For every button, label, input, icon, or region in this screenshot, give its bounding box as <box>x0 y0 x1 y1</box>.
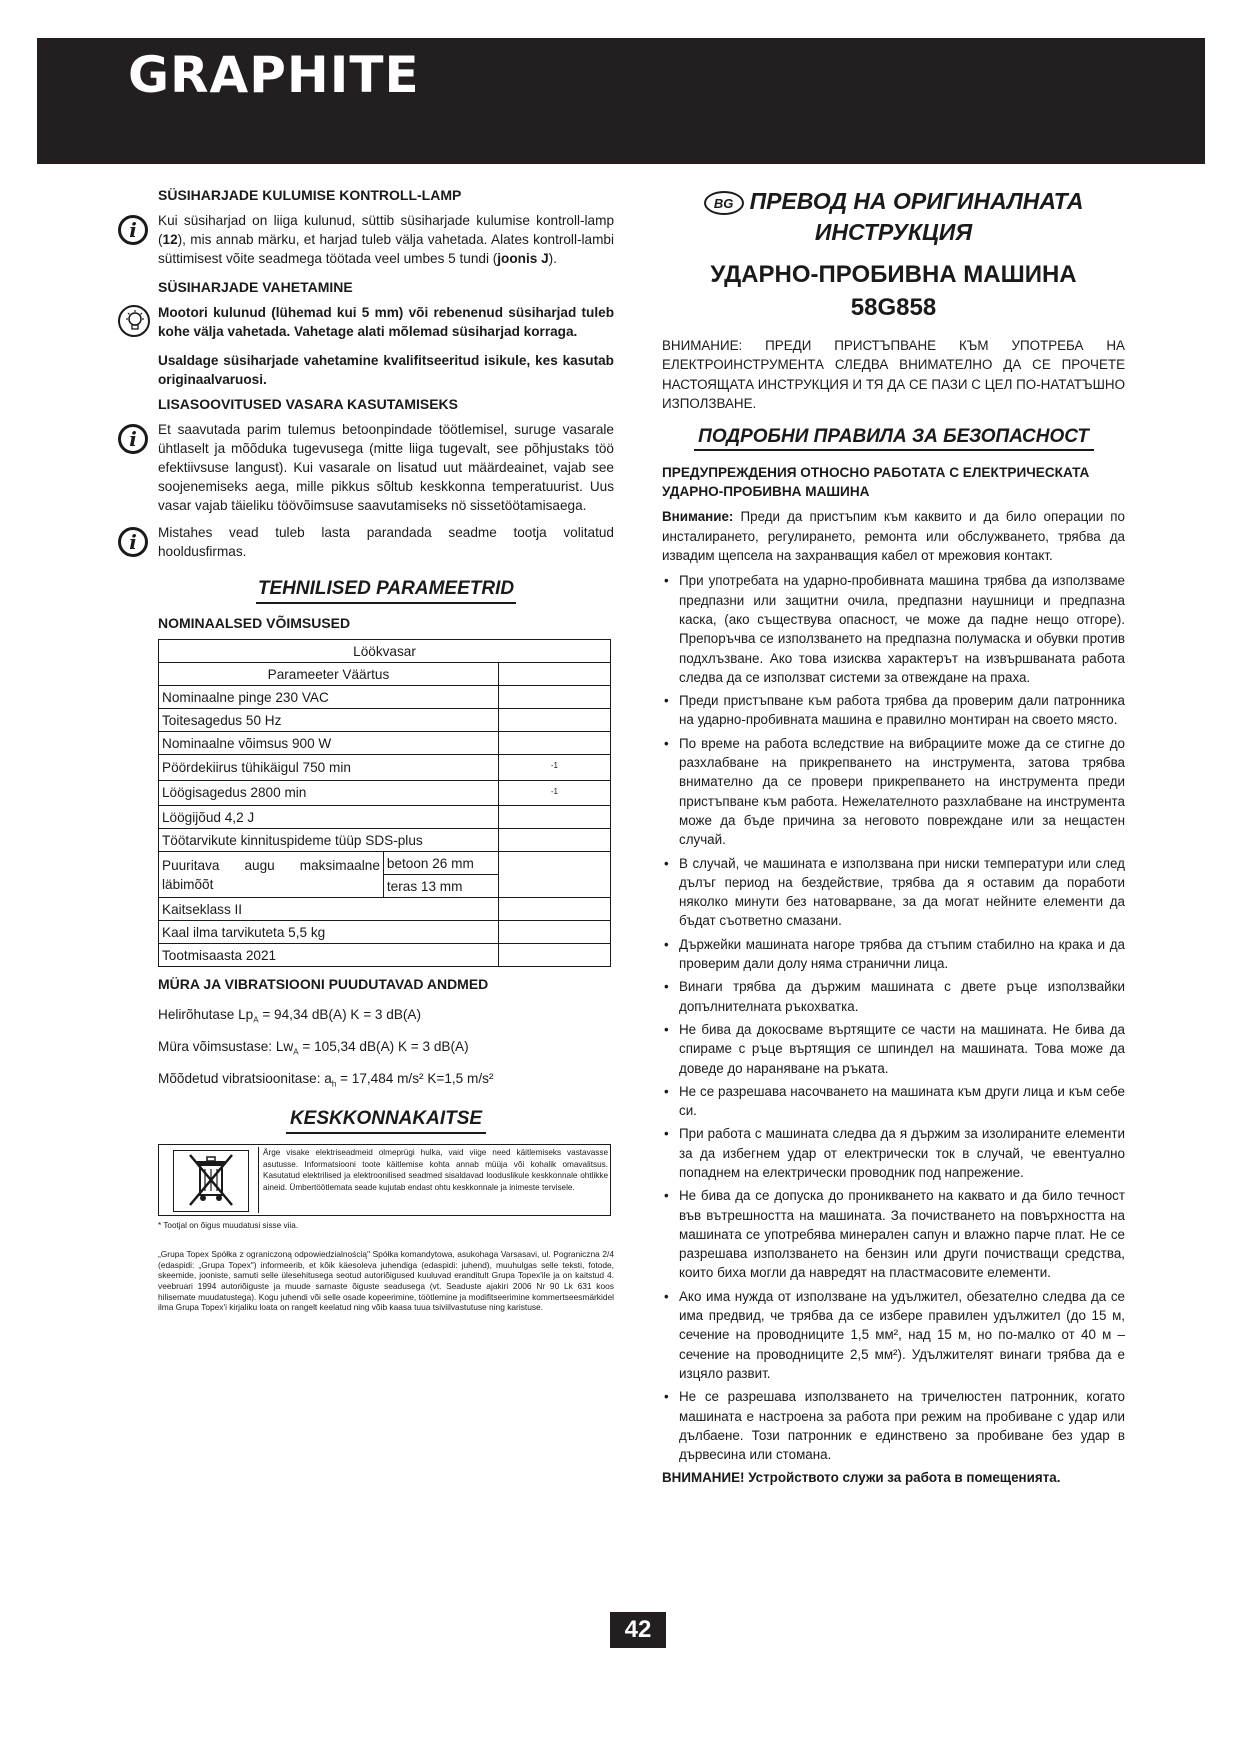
table-row: Nominaalne võimsus 900 W <box>159 732 611 755</box>
table-row: Puuritava augu maksimaalne läbimõõt betoon 26 mm <box>159 852 611 875</box>
env-title: KESKKONNAKAITSE <box>158 1109 614 1134</box>
list-item: • В случай, че машината е използвана при ниски температури или след дълъг период на бездействие, трябва да я оставим да поработи няколко минути без натоварване, за да могат нейните елементи да бъдат съответно смазани. <box>662 854 1125 931</box>
manufacturer-note: * Tootjal on õigus muudatusi sisse viia. <box>158 1221 299 1231</box>
table-row: Pöördekiirus tühikäigul 750 min $^{-1}$ <box>159 755 611 781</box>
safety-subtitle: ПРЕДУПРЕЖДЕНИЯ ОТНОСНО РАБОТАТА С ЕЛЕКТРИЧЕСКАТА УДАРНО-ПРОБИВНА МАШИНА <box>662 465 1090 500</box>
table-title: Löökvasar <box>159 640 611 663</box>
table-row: Toitesagedus 50 Hz <box>159 709 611 732</box>
attention-paragraph: Внимание: Преди да пристъпим към каквито и да било операции по инсталирането, регулирането, ремонта или обслужването, трябва да извадим щепсела на захранващия кабел от мрежовия контакт. <box>662 509 1125 564</box>
model-number: 58G858 <box>850 294 937 321</box>
table-row: Kaitseklass II <box>159 898 611 921</box>
list-item: • Държейки машината нагоре трябва да стъпим стабилно на крака и да проверим дали долу няма странични лица. <box>662 935 1125 974</box>
table-header: Parameeter Väärtus <box>159 663 499 686</box>
faults-block <box>129 523 614 561</box>
table-row: Löögijõud 4,2 J <box>159 806 611 829</box>
params-table <box>158 639 611 967</box>
noise-title: MÜRA JA VIBRATSIOONI PUUDUTAVAD ANDMED <box>158 976 489 993</box>
brush-change-warning: Mootori kulunud (lühemad kui 5 mm) või rebenenud süsiharjad tuleb kohe välja vahetada. Vahetage alati mõlemad süsiharjad korraga. <box>158 305 614 339</box>
table-row: teras 13 mm <box>159 875 611 898</box>
translation-title-line2: ИНСТРУКЦИЯ <box>814 219 973 245</box>
left-column <box>129 186 614 1313</box>
list-item: • Не се разрешава насочването на машината към други лица и към себе си. <box>662 1082 1125 1121</box>
machine-name: УДАРНО-ПРОБИВНА МАШИНА <box>710 261 1077 288</box>
list-item: • Ако има нужда от използване на удължител, обезателно следва да се има предвид, че трябва да се избере правилен удължител (до 15 м, сечение на проводниците 1,5 мм², над 15 м, но по-малко от 40 м – сечение на проводниците 2,5 мм²). Удължителят винаги трябва да е изцяло развит. <box>662 1287 1125 1383</box>
copyright-notice: „Grupa Topex Spółka z ograniczoną odpowiedzialnością" Spółka komandytowa, asukohaga Varsasavi, ul. Pograniczna 2/4 (edaspidi: „Grupa Topex") informeerib, et kõik käesoleva juhendiga (edaspidi: juhend), muuhulgas selle teksti, fotode, skeemide, jooniste, samuti selle ülesehitusega seotud autoriõigused kuuluvad eranditult Grupa Topex'ile ja on kaitstud 4. veebruari 1994 autoriõiguste ja muude sarnaste õiguste seadusega (vt. Seaduste ajakiri 2006 Nr 90 Lk 631 koos hilisemate muudatustega). Kogu juhendi või selle osade kopeerimine, töötlemine ja modifitseerimine kommertseesmärkidel ilma Grupa Topex'i kirjaliku loata on rangelt keelatud ning võib kaasa tuua tsiviilvastutuse ning karistuse. <box>158 1249 614 1313</box>
safety-rules-title: ПОДРОБНИ ПРАВИЛА ЗА БЕЗОПАСНОСТ <box>662 427 1125 451</box>
ratings-title: NOMINAALSED VÕIMSUSED <box>158 615 351 631</box>
hammer-tips-title: LISASOOVITUSED VASARA KASUTAMISEKS <box>158 396 458 412</box>
right-column <box>662 186 1125 1488</box>
table-row: Tootmisaasta 2021 <box>159 944 611 967</box>
indoor-use-note: ВНИМАНИЕ! Устройството служи за работа в помещенията. <box>662 1470 1061 1486</box>
info-icon: i <box>118 215 148 245</box>
hammer-tips-text: Et saavutada parim tulemus betoonpindade töötlemisel, suruge vasarale ühtlaselt ja mõõduka tugevusega (mitte liiga tugevalt, see põhjustaks töö efektiivsuse langust). Kui vasarale on lisatud uut määrdeainet, vajab see soojenemiseks aega, mille pikkus sõltub keskkonna temperatuurist. Uus vasar vajab täieliku töövõimsuse saavutamiseks nö sissetöötamisaega. <box>158 422 614 513</box>
brush-lamp-title: SÜSIHARJADE KULUMISE KONTROLL-LAMP <box>158 187 462 203</box>
faults-text: Mistahes vead tuleb lasta parandada seadme tootja volitatud hooldusfirmas. <box>158 525 614 559</box>
brand-logo: GRAPHITE <box>128 46 420 104</box>
translation-title: BG ПРЕВОД НА ОРИГИНАЛНАТА <box>662 186 1125 217</box>
noise-pressure: Helirõhutase $Lp_A = 94,34$ dB(A) K = 3 dB(A) <box>158 1007 422 1025</box>
table-row: Nominaalne pinge 230 VAC <box>159 686 611 709</box>
table-row: Löögisagedus 2800 min $^{-1}$ <box>159 780 611 806</box>
page-number: 42 <box>610 1612 666 1648</box>
noise-values <box>158 1002 614 1097</box>
waste-notice-text: Ärge visake elektriseadmeid olmeprügi hulka, vaid viige need käitlemiseks vastavasse asutusse. Informatsiooni toote käitlemise kohta annab müüja või kohalik omavalitsus. Kasutatud elektrilised ja elektroonilised seadmed sisaldavad looduslikule keskkonnale ohtlikke aineid. Ümbertöötlemata seade kujutab endast ohtu keskkonnale ja inimeste tervisele. <box>258 1147 608 1213</box>
tech-params-title: TEHNILISED PARAMEETRID <box>158 579 614 604</box>
safety-list <box>662 571 1125 1464</box>
list-item: • При работа с машината следва да я държим за изолираните елементи за да избегнем удар от електрически ток в случай, че евентуално попаднем на електрически проводник под напрежение. <box>662 1124 1125 1182</box>
lightbulb-icon <box>118 305 150 337</box>
crossed-bin-icon <box>173 1150 249 1212</box>
table-row: Kaal ilma tarvikuteta 5,5 kg <box>159 921 611 944</box>
waste-notice-box <box>158 1144 611 1216</box>
list-item: • При употребата на ударно-пробивната машина трябва да използваме предпазни или защитни очила, предпазни наушници и предпазна каска, (ако съществува опасност, че може да падне нещо отгоре). Препоръчва се използването на предпазна полумаска и обувки против подхлъзване. Ако това изисква характерът на извършваната работа следва да се използват системи за отвеждане на праха. <box>662 571 1125 687</box>
list-item: • Преди пристъпване към работа трябва да проверим дали патронника на ударно-пробивната машина е правилно монтиран на своето място. <box>662 691 1125 730</box>
brush-change-block <box>158 303 614 341</box>
list-item: • Не се разрешава използването на тричелюстен патронник, когато машината е настроена за работа при режим на пробиване с удар или дълбаене. Този патронник е единствено за пробиване без удар в дървесина или стомана. <box>662 1387 1125 1464</box>
hammer-tips-block <box>129 420 614 515</box>
info-icon: i <box>118 424 148 454</box>
info-icon: i <box>118 527 148 557</box>
list-item: • Винаги трябва да държим машината с двете ръце използвайки допълнителната ръкохватка. <box>662 977 1125 1016</box>
vibration-level: Mõõdetud vibratsioonitase: $a_h = 17,484$ m/s² K=1,5 m/s² <box>158 1070 494 1089</box>
brush-change-title: SÜSIHARJADE VAHETAMINE <box>158 279 353 295</box>
list-item: • Не бива да докосваме въртящите се части на машината. Не бива да спираме с ръце въртящия се шпиндел на машината. Това може да доведе до нараняване на ръката. <box>662 1020 1125 1078</box>
table-row: Töötarvikute kinnituspideme tüüp SDS-plus <box>159 829 611 852</box>
brush-change-note: Usaldage süsiharjade vahetamine kvalifitseeritud isikule, kes kasutab originaalvaruosi. <box>158 353 614 387</box>
noise-power: Müra võimsustase: $Lw_A = 105,34$ dB(A) K = 3 dB(A) <box>158 1038 469 1057</box>
list-item: • По време на работа вследствие на вибрациите може да се стигне до разхлабване на прикрепването на инструмента, затова трябва внимателно да се провери прикрепването на инструмента преди пристъпване към работа. Нежелателното разхлабване на инструмента може да бъде причина за неговото повреждане или за нещастен случай. <box>662 734 1125 850</box>
language-badge: BG <box>704 191 744 215</box>
brush-lamp-block <box>129 211 614 268</box>
read-instructions-warning: ВНИМАНИЕ: ПРЕДИ ПРИСТЪПВАНЕ КЪМ УПОТРЕБА НА ЕЛЕКТРОИНСТРУМЕНТА СЛЕДВА ВНИМАТЕЛНО ДА СЕ ПРОЧЕТЕ НАСТОЯЩАТА ИНСТРУКЦИЯ И ТЯ ДА СЕ ПАЗИ С ЦЕЛ ПО-НАТАТЪШНО ИЗПОЛЗВАНЕ. <box>662 338 1125 411</box>
list-item: • Не бива да се допуска до проникването на каквато и да било течност във вътрешността на машината. За почистването на повърхността на машината се употребява минерален сапун и влажно парче плат. Не се разрешава използването на бензин или други почистващи средства, които биха могли да навредят на пластмасовите елементи. <box>662 1186 1125 1282</box>
brush-lamp-text: Kui süsiharjad on liiga kulunud, süttib süsiharjade kulumise kontroll-lamp (12), mis annab märku, et harjad tuleb välja vahetada. Alates kontroll-lambi süttimisest võite seadmega töötada veel umbes 5 tundi (joonis J). <box>158 213 614 266</box>
